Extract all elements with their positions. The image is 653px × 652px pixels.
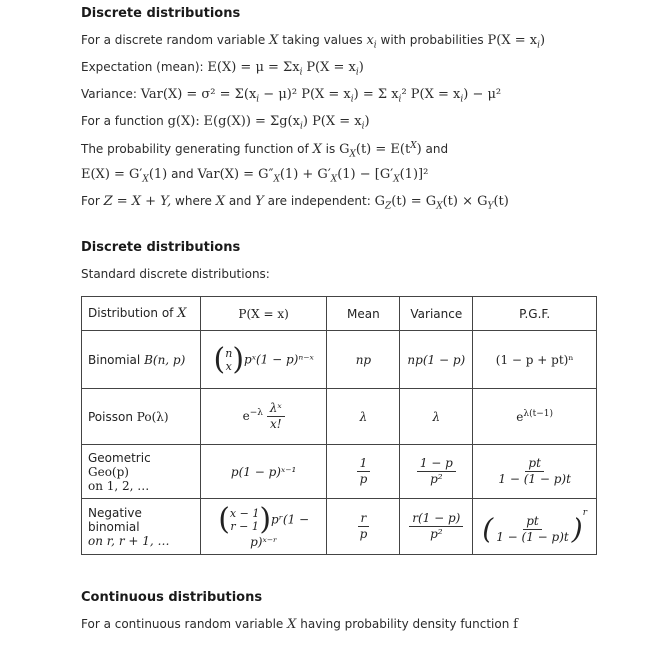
- function-line: For a function g(X): $E(g(X)) = \Sigma g(x_i) P(X = x_i)$: [81, 114, 370, 132]
- table-header-row: [82, 297, 597, 331]
- pgf-line: The probability generating function of X is $G_X(t) = E(t^X)$ and: [81, 141, 449, 160]
- header-pmf: P(X = x): [200, 297, 327, 331]
- poisson-pgf: $e^{\lambda(t-1)}$: [473, 389, 597, 445]
- section-heading-discrete-2: Discrete distributions: [81, 240, 241, 255]
- binomial-pmf: ( n x ) pˣ(1 − p)ⁿ⁻ˣ: [200, 331, 327, 389]
- expectation-line: Expectation (mean): $E(X) = \mu = \Sigma x_i$ $P(X = x_i)$: [81, 60, 364, 78]
- table-row-negative-binomial: [82, 499, 597, 555]
- binomial-name: Binomial B(n, p): [82, 331, 201, 389]
- negbinomial-name: Negative binomial on r, r + 1, …: [82, 499, 201, 555]
- table-row-binomial: [82, 331, 597, 389]
- sum-independent-line: For Z = X + Y, where X and Y are independent: $G_Z(t) = G_X(t) \times G_Y(t)$: [81, 194, 509, 212]
- binomial-pgf: (1 − p + pt)ⁿ: [473, 331, 597, 389]
- geometric-pgf: $\frac{pt}{1 - (1 - p)t}$: [473, 445, 597, 499]
- poisson-variance: λ: [400, 389, 473, 445]
- geometric-pmf: p(1 − p)ˣ⁻¹: [200, 445, 327, 499]
- header-variance: Variance: [400, 297, 473, 331]
- binomial-variance: np(1 − p): [400, 331, 473, 389]
- section-heading-continuous: Continuous distributions: [81, 590, 263, 605]
- negbinomial-pgf: ( $\frac{pt}{1 - (1 - p)t}$ )$^r$: [473, 499, 597, 555]
- distributions-table: [81, 296, 597, 555]
- standard-distributions-subtitle: Standard discrete distributions:: [81, 267, 270, 281]
- poisson-mean: λ: [327, 389, 400, 445]
- negbinomial-mean: $\frac{r}{p}$: [327, 499, 400, 555]
- table-row-poisson: [82, 389, 597, 445]
- negbinomial-variance: $\frac{r(1 - p)}{\text{p²}}$: [400, 499, 473, 555]
- expectation-variance-pgf-line: $E(X) = G'_X(1)$ and $Var(X) = G''_X(1) + G'_X(1) - [G'_X(1)]^2$: [81, 167, 429, 185]
- poisson-pmf: $e^{-\lambda}$ $\frac{\text{λˣ}}{x!}$: [200, 389, 327, 445]
- geometric-variance: $\frac{1 - p}{\text{p²}}$: [400, 445, 473, 499]
- negbinomial-pmf: ( x − 1 r − 1 ) pʳ(1 − p)ˣ⁻ʳ: [200, 499, 327, 555]
- header-mean: Mean: [327, 297, 400, 331]
- variance-line: Variance: $Var(X) = \sigma^2 = \Sigma(x_i - \mu)^2$ $P(X = x_i) = \Sigma$ $x_i^2$ $P(X = x_i) - \mu^2$: [81, 87, 502, 105]
- header-distribution: Distribution of X: [82, 297, 201, 331]
- geometric-mean: $\frac{1}{p}$: [327, 445, 400, 499]
- binomial-mean: np: [327, 331, 400, 389]
- section-heading-discrete: Discrete distributions: [81, 6, 241, 21]
- poisson-name: Poisson Po(λ): [82, 389, 201, 445]
- geometric-name: Geometric Geo(p) on 1, 2, …: [82, 445, 201, 499]
- table-row-geometric: [82, 445, 597, 499]
- intro-line: For a discrete random variable X taking values $x_i$ with probabilities $P(X = x_i)$: [81, 33, 546, 51]
- header-pgf: P.G.F.: [473, 297, 597, 331]
- continuous-intro: For a continuous random variable X having probability density function f: [81, 617, 518, 632]
